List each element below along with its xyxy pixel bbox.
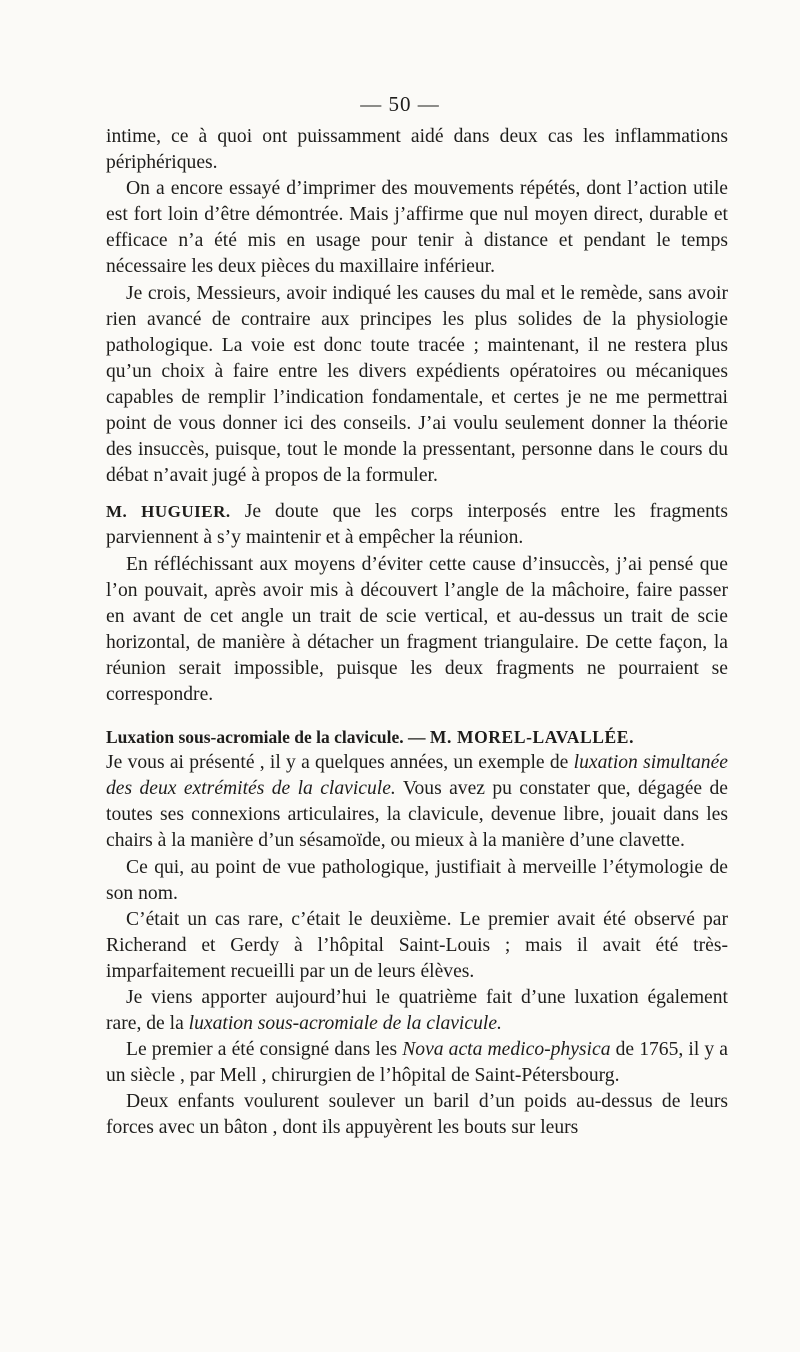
paragraph [106,1037,728,1089]
paragraph: C’était un cas rare, c’était le deuxième. Le premier avait été observé par Richerand et Gerdy à l’hôpital Saint-Louis ; mais il avait été très-imparfaitement recueilli par un de leurs élèves. [106,908,728,982]
paragraph [106,750,728,854]
section-heading [106,724,728,750]
speaker-name: M. HUGUIER. [106,502,231,522]
paragraph: En réfléchissant aux moyens d’éviter cette cause d’insuccès, j’ai pensé que l’on pouvait, après avoir mis à découvert l’angle de la mâchoire, faire passer en avant de cet angle un trait de scie vertical, et au-dessus un trait de scie horizontal, de manière à détacher un fragment triangulaire. De cette façon, la réunion serait impossible, puisque les deux fragments ne pourraient se correspondre. [106,553,728,705]
paragraph: Deux enfants voulurent soulever un baril d’un poids au-dessus de leurs forces avec un bâton , dont ils appuyèrent les bouts sur leurs [106,1091,728,1139]
paragraph: On a encore essayé d’imprimer des mouvements répétés, dont l’action utile est fort loin d’être démontrée. Mais j’affirme que nul moyen direct, durable et efficace n’a été mis en usage pour tenir à distance et pendant le temps nécessaire les deux pièces du maxillaire inférieur. [106,178,728,278]
paragraph-text: Vous avez pu constater que, dégagée de toutes ses connexions articulaires, la clavicule, devenue libre, jouait dans les chairs à la manière d’un sésamoïde, ou mieux à la manière d’une clavette. [106,778,728,852]
paragraph-text: Je vous ai présenté , il y a quelques années, un exemple de [106,752,574,774]
paragraph-text: Je doute que les corps interposés entre les fragments parviennent à s’y maintenir et à empêcher la réunion. [106,501,729,549]
paragraph-text: Le premier a été consigné dans les [126,1039,403,1061]
italic-text: luxation sous-acromiale de la clavicule. [188,1013,502,1035]
paragraph-text: de 1765, il y a un siècle , par Mell , chirurgien de l’hôpital de Saint-Pétersbourg. [106,1039,729,1087]
speaker-name: M. MOREL-LAVALLÉE. [429,727,635,748]
paragraph [106,985,728,1037]
paragraph-text: Je viens apporter aujourd’hui le quatrième fait d’une luxation également rare, de la [106,987,728,1035]
italic-text: luxation simultanée des deux extrémités de la clavicule. [106,752,728,800]
paragraph: Ce qui, au point de vue pathologique, justifiait à merveille l’étymologie de son nom. [106,856,728,904]
body-text [106,124,728,1142]
paragraph: Je crois, Messieurs, avoir indiqué les causes du mal et le remède, sans avoir rien avancé de contraire aux principes les plus solides de la physiologie pathologique. La voie est donc toute tracée ; maintenant, il ne restera plus qu’un choix à faire entre les divers expédients opératoires ou mécaniques capables de remplir l’indication fondamentale, et certes je ne me permettrai point de vous donner ici des conseils. J’ai voulu seulement donner la théorie des insuccès, puisque, tout le monde la pressentant, personne dans le cours du débat n’avait jugé à propos de la formuler. [106,282,728,487]
paragraph-huguier [106,499,728,551]
page-number: — 50 — [360,92,440,116]
italic-text: Nova acta medico-physica [402,1039,611,1061]
paragraph: intime, ce à quoi ont puissamment aidé dans deux cas les inflammations périphériques. [106,126,728,174]
section-title: Luxation sous-acromiale de la clavicule. — [106,727,430,748]
